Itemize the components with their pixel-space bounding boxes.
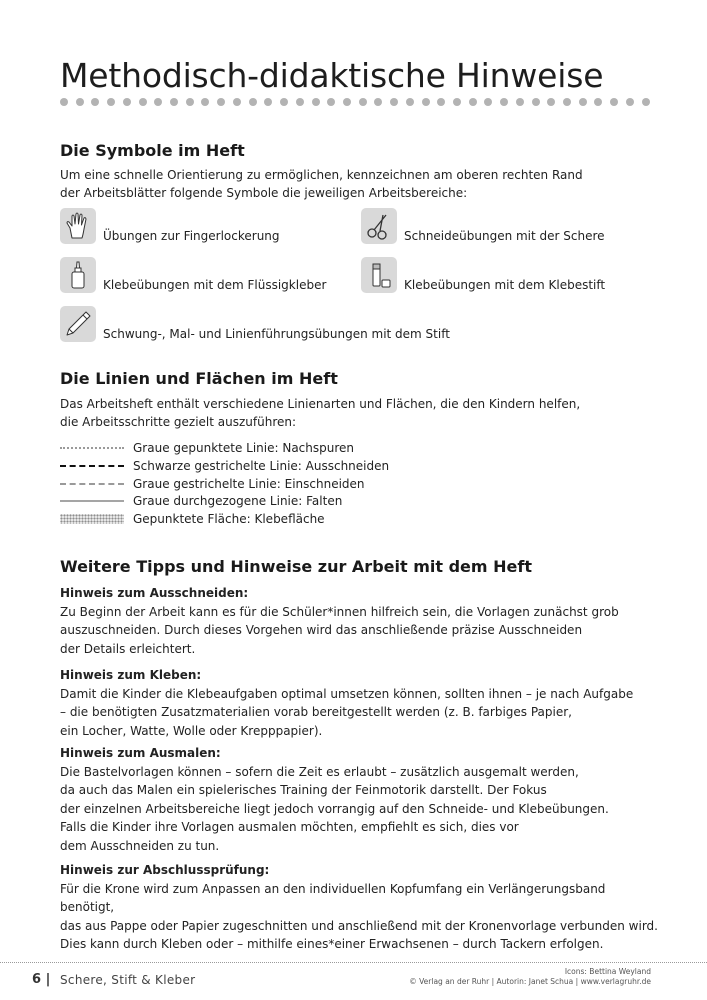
legend-label: Graue gestrichelte Linie: Einschneiden: [133, 477, 365, 491]
page-number: 6 |: [32, 972, 51, 987]
symbols-intro: [60, 166, 583, 202]
symbol-scissors: [361, 208, 605, 244]
symbols-intro-line: der Arbeitsblätter folgende Symbole die jeweiligen Arbeitsbereiche:: [60, 186, 468, 200]
symbol-label: Klebeübungen mit dem Flüssigkleber: [103, 278, 327, 292]
section-heading-lines: Die Linien und Flächen im Heft: [60, 369, 338, 388]
divider-dot: [217, 98, 225, 106]
symbol-label: Schwung-, Mal- und Linienführungsübungen mit dem Stift: [103, 327, 450, 341]
page-title: Methodisch-didaktische Hinweise: [60, 56, 604, 95]
divider-dot: [343, 98, 351, 106]
note-line: Zu Beginn der Arbeit kann es für die Schüler*innen hilfreich sein, die Vorlagen zunächst grob: [60, 604, 619, 619]
divider-dot: [374, 98, 382, 106]
legend-item-dotted-area: [60, 512, 325, 526]
divider-dot: [170, 98, 178, 106]
lines-intro: [60, 395, 580, 431]
divider-dot: [594, 98, 602, 106]
divider-dot: [453, 98, 461, 106]
symbol-finger-exercises: [60, 208, 280, 244]
symbol-glue-stick: [361, 257, 605, 293]
divider-dot: [76, 98, 84, 106]
note-heading: Hinweis zum Ausmalen:: [60, 746, 221, 760]
divider-dot: [280, 98, 288, 106]
note-line: der einzelnen Arbeitsbereiche liegt jedoch vorrangig auf den Schneide- und Klebeübungen.: [60, 801, 609, 816]
symbol-glue-bottle: [60, 257, 326, 293]
note-final-test: [60, 861, 660, 954]
lines-intro-line: die Arbeitsschritte gezielt auszuführen:: [60, 415, 297, 429]
note-line: Für die Krone wird zum Anpassen an den individuellen Kopfumfang ein Verlängerungsband benötigt,: [60, 881, 606, 914]
divider-dot: [579, 98, 587, 106]
divider-dot: [123, 98, 131, 106]
divider-dot: [233, 98, 241, 106]
divider-dot: [610, 98, 618, 106]
note-coloring: [60, 744, 660, 855]
divider-dot: [422, 98, 430, 106]
divider-dot: [296, 98, 304, 106]
note-line: das aus Pappe oder Papier zugeschnitten und anschließend mit der Kronenvorlage verbunden wird.: [60, 918, 658, 933]
symbol-label: Übungen zur Fingerlockerung: [103, 229, 280, 243]
divider-dot: [516, 98, 524, 106]
divider-dot: [500, 98, 508, 106]
legend-label: Schwarze gestrichelte Linie: Ausschneiden: [133, 459, 390, 473]
note-line: Die Bastelvorlagen können – sofern die Zeit es erlaubt – zusätzlich ausgemalt werden,: [60, 764, 579, 779]
divider-dot: [327, 98, 335, 106]
symbols-intro-line: Um eine schnelle Orientierung zu ermöglichen, kennzeichnen am oberen rechten Rand: [60, 168, 583, 182]
divider-dot: [626, 98, 634, 106]
divider-dot: [359, 98, 367, 106]
book-title: Schere, Stift & Kleber: [60, 973, 196, 987]
symbol-label: Klebeübungen mit dem Klebestift: [404, 278, 606, 292]
note-heading: Hinweis zur Abschlussprüfung:: [60, 863, 270, 877]
divider-dot: [107, 98, 115, 106]
divider-dot: [532, 98, 540, 106]
glue-bottle-icon: [60, 257, 96, 293]
scissors-icon: [361, 208, 397, 244]
note-line: dem Ausschneiden zu tun.: [60, 838, 220, 853]
divider-dot: [484, 98, 492, 106]
legend-item-grey-solid: [60, 494, 342, 508]
legend-label: Gepunktete Fläche: Klebefläche: [133, 512, 325, 526]
divider-dot: [139, 98, 147, 106]
note-line: der Details erleichtert.: [60, 641, 196, 656]
note-line: Dies kann durch Kleben oder – mithilfe eines*einer Erwachsenen – durch Tackern erfolgen.: [60, 937, 604, 951]
note-cutting: [60, 584, 660, 658]
symbol-pencil: [60, 306, 450, 342]
note-line: auszuschneiden. Durch dieses Vorgehen wird das anschließende präzise Ausschneiden: [60, 623, 583, 637]
divider-dot: [91, 98, 99, 106]
pencil-icon: [60, 306, 96, 342]
dotted-area-swatch: [60, 514, 124, 524]
divider-dot: [406, 98, 414, 106]
legend-item-black-dashed: [60, 459, 389, 473]
publisher-credit: © Verlag an der Ruhr | Autorin: Janet Schua | www.verlagruhr.de: [409, 977, 651, 986]
divider-dot: [201, 98, 209, 106]
divider-dot: [312, 98, 320, 106]
divider-dot: [249, 98, 257, 106]
legend-item-grey-dotted: [60, 441, 354, 455]
legend-label: Graue durchgezogene Linie: Falten: [133, 494, 343, 508]
note-line: – die benötigten Zusatzmaterialien vorab bereitgestellt werden (z. B. farbiges Papier,: [60, 705, 572, 719]
section-heading-tips: Weitere Tipps und Hinweise zur Arbeit mit dem Heft: [60, 557, 532, 576]
note-heading: Hinweis zum Kleben:: [60, 668, 202, 682]
grey-dashed-line-swatch: [60, 479, 124, 489]
divider-dot: [390, 98, 398, 106]
note-line: Falls die Kinder ihre Vorlagen ausmalen möchten, empfiehlt es sich, dies vor: [60, 820, 519, 834]
divider-dot: [60, 98, 68, 106]
divider-dot: [563, 98, 571, 106]
glue-stick-icon: [361, 257, 397, 293]
divider-dot: [264, 98, 272, 106]
symbol-label: Schneideübungen mit der Schere: [404, 229, 605, 243]
note-line: da auch das Malen ein spielerisches Training der Feinmotorik darstellt. Der Fokus: [60, 783, 547, 797]
note-gluing: [60, 666, 660, 740]
divider-dot: [186, 98, 194, 106]
divider-dot: [154, 98, 162, 106]
divider-dot: [547, 98, 555, 106]
divider-dot: [469, 98, 477, 106]
icons-credit: Icons: Bettina Weyland: [564, 967, 651, 976]
legend-item-grey-dashed: [60, 477, 365, 491]
grey-solid-line-swatch: [60, 496, 124, 506]
footer-divider: [0, 962, 707, 963]
note-line: Damit die Kinder die Klebeaufgaben optimal umsetzen können, sollten ihnen – je nach Aufgabe: [60, 686, 634, 701]
hand-icon: [60, 208, 96, 244]
note-heading: Hinweis zum Ausschneiden:: [60, 586, 249, 600]
legend-label: Graue gepunktete Linie: Nachspuren: [133, 441, 355, 455]
lines-intro-line: Das Arbeitsheft enthält verschiedene Linienarten und Flächen, die den Kindern helfen,: [60, 397, 581, 411]
note-line: ein Locher, Watte, Wolle oder Krepppapier).: [60, 723, 323, 738]
divider-dot: [437, 98, 445, 106]
grey-dotted-line-swatch: [60, 443, 124, 453]
title-dot-divider: [60, 98, 650, 108]
section-heading-symbols: Die Symbole im Heft: [60, 141, 245, 160]
black-dashed-line-swatch: [60, 461, 124, 471]
divider-dot: [642, 98, 650, 106]
